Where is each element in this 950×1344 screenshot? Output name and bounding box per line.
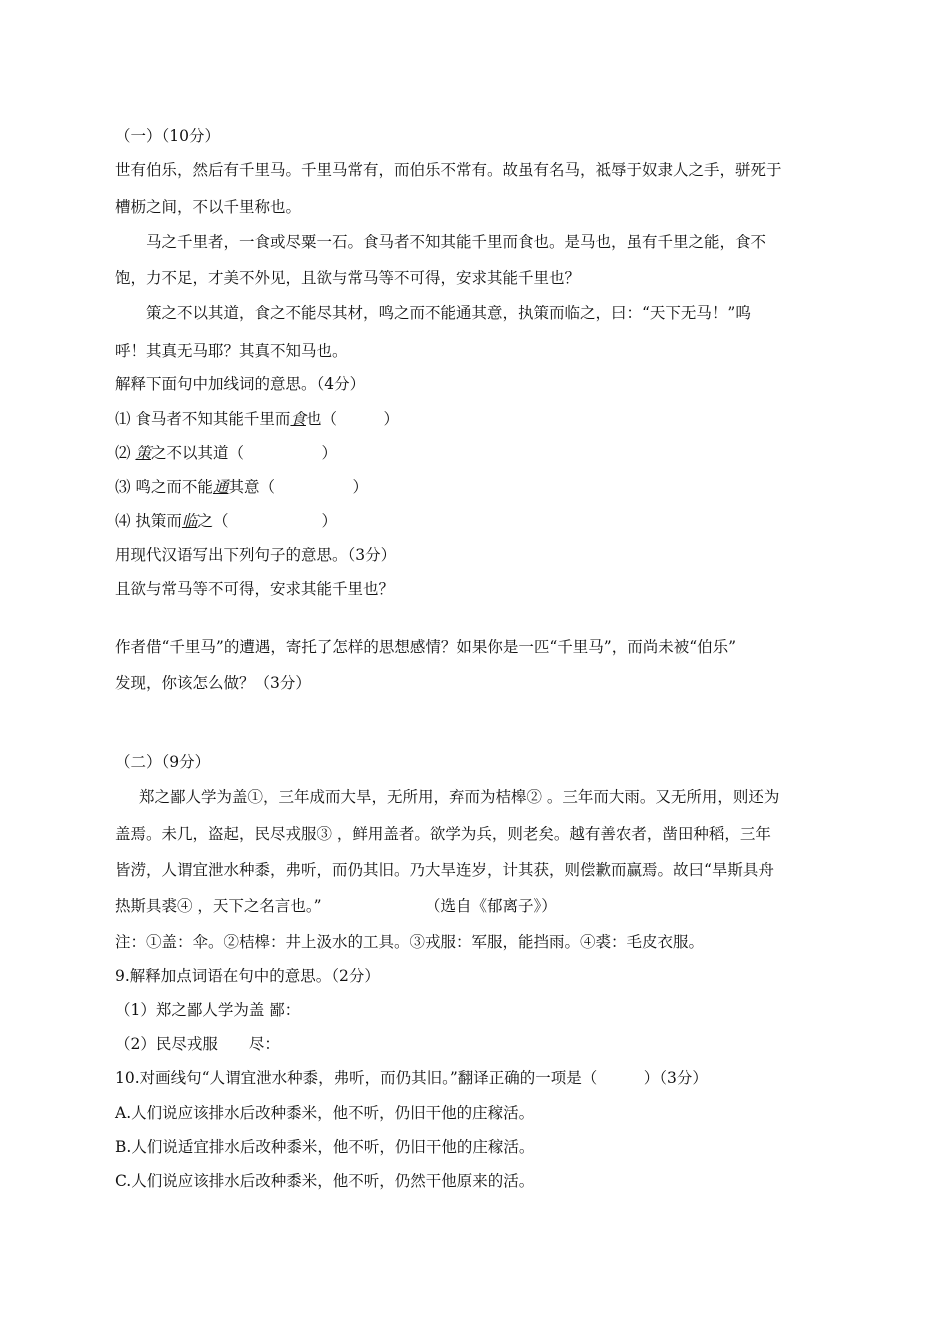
section2-heading: （二）（9分） [115, 753, 211, 771]
passage2-line: 皆涝，人谓宜泄水种黍，弗听，而仍其旧。乃大旱连岁，计其获，则偿歉而赢焉。故曰“旱斯具舟 [115, 861, 774, 879]
passage2-line: 盖焉。未几，盗起，民尽戎服③ ，鲜用盖者。欲学为兵，则老矣。越有善农者，凿田种稻，三年 [115, 825, 771, 843]
passage2-line: 热斯具裘④ ，天下之名言也。” [115, 897, 322, 915]
item-blank: 其意（ ） [228, 478, 368, 496]
passage1-line: 饱，力不足，才美不外见，且欲与常马等不可得，安求其能千里也？ [115, 269, 581, 287]
question-feeling: 发现，你该怎么做？（3分） [115, 674, 311, 692]
underlined-word: 策 [135, 444, 151, 462]
option-b: B.人们说适宜排水后改种黍米，他不听，仍旧干他的庄稼活。 [115, 1138, 535, 1156]
source-note: （选自《郁离子》） [425, 897, 557, 915]
passage1-line: 槽枥之间，不以千里称也。 [115, 198, 302, 216]
item-blank: 之（ ） [197, 512, 337, 530]
question-10: 10.对画线句“人谓宜泄水种黍，弗听，而仍其旧。”翻译正确的一项是（ ）（3分） [115, 1069, 708, 1087]
item-blank: 之不以其道（ ） [150, 444, 337, 462]
underlined-word: 通 [212, 478, 229, 496]
question-feeling: 作者借“千里马”的遭遇，寄托了怎样的思想感情？如果你是一匹“千里马”，而尚未被“伯乐” [115, 638, 737, 656]
passage1-line: 策之不以其道，食之不能尽其材，鸣之而不能通其意，执策而临之，曰：“天下无马！”呜 [146, 304, 751, 322]
item-text: ⑷ 执策而 [115, 512, 182, 530]
section1-heading: （一）（10分） [115, 127, 220, 145]
item-text: ⑴ 食马者不知其能千里而 [115, 410, 291, 428]
passage1-line: 呼！其真无马耶？其真不知马也。 [115, 342, 348, 360]
item-text: ⑵ [115, 444, 136, 462]
question-9: 9.解释加点词语在句中的意思。（2分） [115, 967, 380, 985]
underlined-word: 食 [290, 410, 306, 428]
explain-item-3 [115, 477, 368, 497]
question-9-item-1: （1）郑之鄙人学为盖 鄙： [115, 1001, 301, 1019]
passage1-line: 世有伯乐，然后有千里马。千里马常有，而伯乐不常有。故虽有名马，祗辱于奴隶人之手，骈死于 [115, 161, 782, 179]
question-translate: 用现代汉语写出下列句子的意思。（3分） [115, 546, 397, 564]
annotation-notes: 注：①盖：伞。②桔槔：井上汲水的工具。③戎服：军服，能挡雨。④裘：毛皮衣服。 [115, 933, 705, 951]
underlined-word: 临 [181, 512, 198, 530]
explain-item-2 [115, 443, 337, 463]
explain-item-4 [115, 511, 337, 531]
item-text: ⑶ 鸣之而不能 [115, 478, 213, 496]
explain-item-1 [115, 409, 399, 429]
option-c: C.人们说应该排水后改种黍米，他不听，仍然干他原来的活。 [115, 1172, 535, 1190]
option-a: A.人们说应该排水后改种黍米，他不听，仍旧干他的庄稼活。 [115, 1104, 535, 1122]
question-explain: 解释下面句中加线词的意思。（4分） [115, 375, 366, 393]
question-9-item-2: （2）民尽戎服 尽： [115, 1035, 280, 1053]
item-blank: 也（ ） [305, 410, 399, 428]
passage2-line: 郑之鄙人学为盖①，三年成而大旱，无所用，弃而为桔槔② 。三年而大雨。又无所用，则还为 [139, 788, 780, 806]
passage1-line: 马之千里者，一食或尽粟一石。食马者不知其能千里而食也。是马也，虽有千里之能，食不 [146, 233, 767, 251]
translate-sentence: 且欲与常马等不可得，安求其能千里也？ [115, 580, 395, 598]
